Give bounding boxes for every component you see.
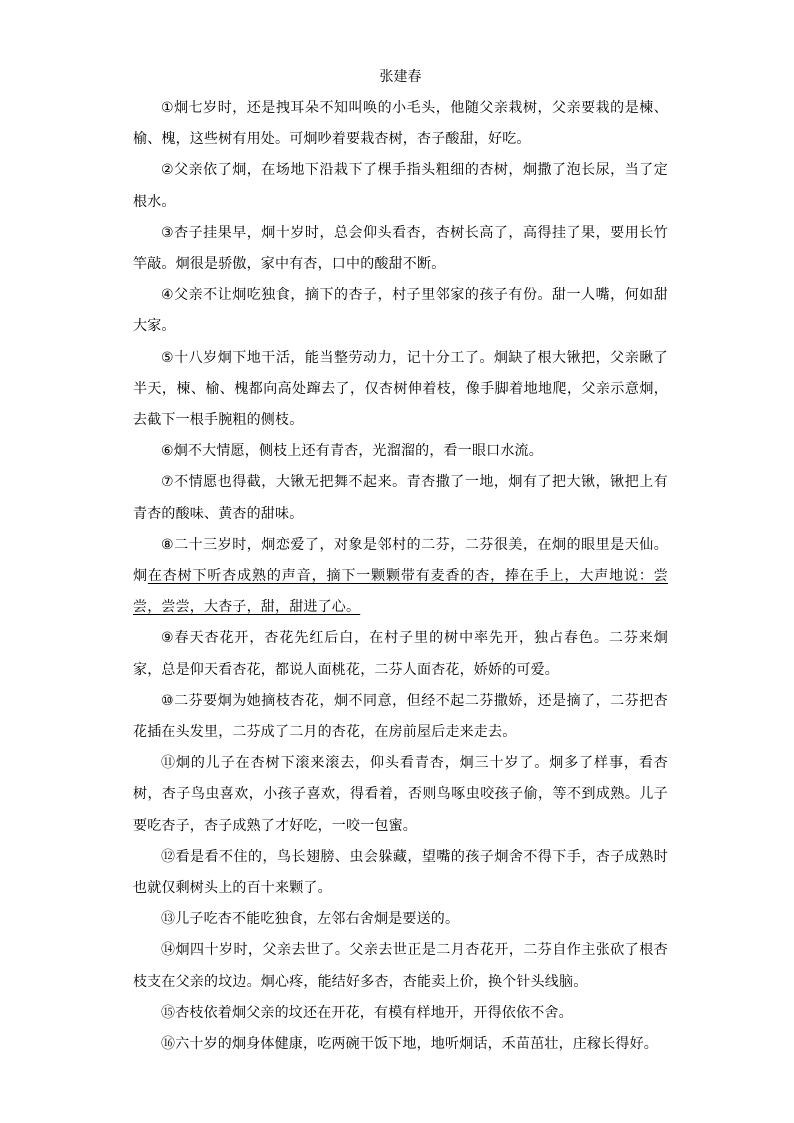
paragraph-11: ⑪炯的儿子在杏树下滚来滚去，仰头看青杏，炯三十岁了。炯多了样事，看杏树，杏子鸟虫喜欢，小孩子喜欢，得看着，否则鸟啄虫咬孩子偷，等不到成熟。儿子要吃杏子，杏子成熟了才好吃，一咬一包蜜。 [133, 755, 668, 834]
paragraph-9: ⑨春天杏花开，杏花先红后白，在村子里的树中率先开，独占春色。二芬来炯家，总是仰天看杏花，都说人面桃花，二芬人面杏花，娇娇的可爱。 [133, 630, 668, 678]
paragraph-7: ⑦不情愿也得截，大锹无把舞不起来。青杏撒了一地，炯有了把大锹，锹把上有青杏的酸味、黄杏的甜味。 [133, 474, 668, 522]
paragraph-8-text: ⑧二十三岁时，炯恋爱了，对象是邻村的二芬，二芬很美，在炯的眼里是天仙。炯 [133, 536, 668, 585]
paragraph-13: ⑬儿子吃杏不能吃独食，左邻右舍炯是要送的。 [161, 911, 460, 928]
paragraph-16: ⑯六十岁的炯身体健康，吃两碗干饭下地，地听炯话，禾苗茁壮，庄稼长得好。 [161, 1036, 658, 1053]
paragraph-14: ⑭炯四十岁时，父亲去世了。父亲去世正是二月杏花开，二芬自作主张砍了根杏枝支在父亲的坟边。炯心疼，能结好多杏，杏能卖上价，换个针头线脑。 [133, 942, 668, 990]
paragraph-15: ⑮杏枝依着炯父亲的坟还在开花，有模有样地开，开得依依不舍。 [161, 1004, 573, 1021]
paragraph-6: ⑥炯不大情愿，侧枝上还有青杏，光溜溜的，看一眼口水流。 [161, 443, 543, 460]
paragraph-4: ④父亲不让炯吃独食，摘下的杏子，村子里邻家的孩子有份。甜一人嘴，何如甜大家。 [133, 287, 668, 335]
paragraph-8 [133, 530, 668, 624]
author-name: 张建春 [379, 69, 422, 85]
paragraph-2: ②父亲依了炯，在场地下沿栽下了棵手指头粗细的杏树，炯撒了泡长尿，当了定根水。 [133, 162, 668, 210]
paragraph-1: ①炯七岁时，还是拽耳朵不知叫唤的小毛头，他随父亲栽树，父亲要栽的是楝、榆、槐，这些树有用处。可炯吵着要栽杏树，杏子酸甜，好吃。 [133, 100, 668, 148]
underlined-sentence: 在杏树下听杏成熟的声音，摘下一颗颗带有麦香的杏，捧在手上，大声地说：尝尝，尝尝，大杏子，甜，甜进了心。 [133, 568, 669, 616]
paragraph-12: ⑫看是看不住的，鸟长翅膀、虫会躲藏，望嘴的孩子炯舍不得下手，杏子成熟时也就仅剩树头上的百十来颗了。 [133, 848, 668, 897]
document-page [133, 62, 668, 1060]
paragraph-5: ⑤十八岁炯下地干活，能当整劳动力，记十分工了。炯缺了根大锹把，父亲瞅了半天，楝、榆、槐都向高处蹿去了，仅杏树伸着枝，像手脚着地地爬，父亲示意炯，去截下一根手腕粗的侧枝。 [133, 349, 668, 429]
paragraph-10: ⑩二芬要炯为她摘枝杏花，炯不同意，但经不起二芬撒娇，还是摘了，二芬把杏花插在头发里，二芬成了二月的杏花，在房前屋后走来走去。 [133, 692, 668, 741]
paragraph-3: ③杏子挂果早，炯十岁时，总会仰头看杏，杏树长高了，高得挂了果，要用长竹竿敲。炯很是骄傲，家中有杏，口中的酸甜不断。 [133, 224, 668, 273]
